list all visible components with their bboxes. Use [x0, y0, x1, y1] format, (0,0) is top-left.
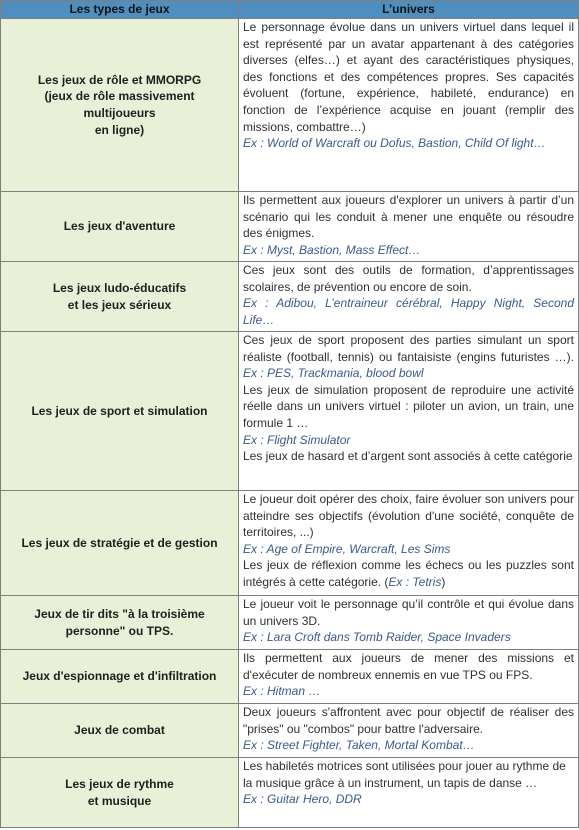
game-type-cell [1, 596, 239, 650]
universe-text: Ces jeux sont des outils de formation, d’apprentissages scolaires, de prévention ou encore de soin. [243, 263, 574, 294]
game-type-cell [1, 758, 239, 828]
universe-text-part: Ces jeux de sport proposent des parties simulant un sport réaliste (football, tennis) ou fantaisiste (engins futuristes …). [243, 333, 574, 364]
header-universe: L’univers [239, 1, 579, 19]
type-line: Les jeux de sport et simulation [31, 403, 208, 418]
table-row [1, 704, 579, 758]
universe-text: Les habiletés motrices sont utilisées pour jouer au rythme de [243, 759, 566, 773]
game-type-cell [1, 262, 239, 332]
type-line: et musique [87, 793, 152, 808]
type-line: Les jeux de stratégie et de gestion [21, 535, 218, 550]
example-text: Ex : PES, Trackmania, blood bowl [243, 366, 424, 381]
table-row [1, 332, 579, 491]
type-line: multijoueurs [83, 106, 156, 120]
universe-cell [239, 650, 579, 704]
universe-cell [239, 596, 579, 650]
table-row [1, 758, 579, 828]
type-line: Les jeux ludo-éducatifs [52, 280, 187, 295]
universe-text [243, 557, 574, 590]
type-line: Les jeux de rythme [65, 776, 174, 791]
game-type-cell [1, 491, 239, 596]
example-text: Ex : Myst, Bastion, Mass Effect… [243, 242, 421, 257]
type-line: Les jeux d'aventure [63, 219, 176, 234]
universe-text: Le personnage évolue dans un univers virtuel dans lequel il est représenté par un avatar appartenant à des catégories diverses (elfes…) et ayant des caractéristiques physiques, des fonctions et des compétences propres. Ses capacités évoluent (fortune, expérience, habileté, endurance) en fonction de l’expérience acquise en jouant (remplir des missions, combattre…) [243, 20, 574, 134]
table-row [1, 262, 579, 332]
example-text: Ex : Flight Simulator [243, 432, 351, 447]
game-type-cell [1, 650, 239, 704]
game-type-cell [1, 332, 239, 491]
header-game-types: Les types de jeux [1, 1, 239, 19]
example-text: Ex : Age of Empire, Warcraft, Les Sims [243, 541, 451, 556]
universe-text: Les jeux de hasard et d’argent sont associés à cette catégorie [243, 449, 573, 464]
universe-cell [239, 491, 579, 596]
type-line: personne" ou TPS. [65, 623, 174, 638]
type-line: Jeux d'espionnage et d'infiltration [22, 669, 217, 684]
table-row [1, 596, 579, 650]
example-text: Ex : Tetris [388, 574, 442, 589]
universe-cell [239, 192, 579, 262]
universe-text: Ils permettent aux joueurs d'explorer un univers à partir d’un scénario qui les conduit à mener une enquête ou résoudre des énigmes. [243, 193, 574, 241]
table-row [1, 650, 579, 704]
universe-text-part: Les jeux de réflexion comme les échecs ou les puzzles sont intégrés à cette catégorie. ( [243, 558, 574, 589]
type-line: et les jeux sérieux [67, 297, 172, 312]
universe-text: la musique grâce à un instrument, un tapis de danse … [243, 775, 538, 790]
universe-cell [239, 758, 579, 828]
universe-text: Deux joueurs s'affrontent avec pour objectif de réaliser des "prises" ou "combos" pour battre l'adversaire. [243, 705, 574, 736]
example-text: Ex : Adibou, L’entraineur cérébral, Happy Night, Second Life… [243, 296, 574, 327]
universe-text: Le joueur voit le personnage qu’il contrôle et qui évolue dans un univers 3D. [243, 597, 574, 628]
universe-cell [239, 704, 579, 758]
type-line: (jeux de rôle massivement [44, 89, 195, 104]
closing-paren: ) [441, 574, 446, 589]
universe-text: Les jeux de simulation proposent de reproduire une activité réelle dans un univers virtuel : piloter un avion, un train, une formule 1 … [243, 382, 574, 430]
type-line: Jeux de tir dits "à la troisième [34, 606, 205, 621]
type-line: en ligne) [94, 122, 145, 137]
example-text: Ex : Street Fighter, Taken, Mortal Kombat… [243, 738, 475, 753]
table-row [1, 491, 579, 596]
type-line: Jeux de combat [74, 723, 165, 738]
game-type-cell [1, 704, 239, 758]
universe-text: Ils permettent aux joueurs de mener des missions et d'exécuter de nombreux ennemis en vue TPS ou FPS. [243, 651, 574, 682]
universe-cell [239, 262, 579, 332]
table-row [1, 19, 579, 192]
example-text: Ex : Hitman … [243, 684, 321, 699]
type-line: Les jeux de rôle et MMORPG [37, 72, 202, 87]
table-row [1, 192, 579, 262]
universe-text [243, 332, 574, 382]
header-row [1, 1, 579, 19]
game-type-cell [1, 19, 239, 192]
universe-cell [239, 19, 579, 192]
example-text: Ex : World of Warcraft ou Dofus, Bastion, Child Of light… [243, 136, 546, 151]
universe-cell [239, 332, 579, 491]
example-text: Ex : Guitar Hero, DDR [243, 792, 362, 807]
universe-text: Le joueur doit opérer des choix, faire évoluer son univers pour atteindre ses objectifs (évolution d'une société, conquête de territoires, ...) [243, 492, 574, 540]
game-type-cell [1, 192, 239, 262]
example-text: Ex : Lara Croft dans Tomb Raider, Space Invaders [243, 630, 511, 645]
